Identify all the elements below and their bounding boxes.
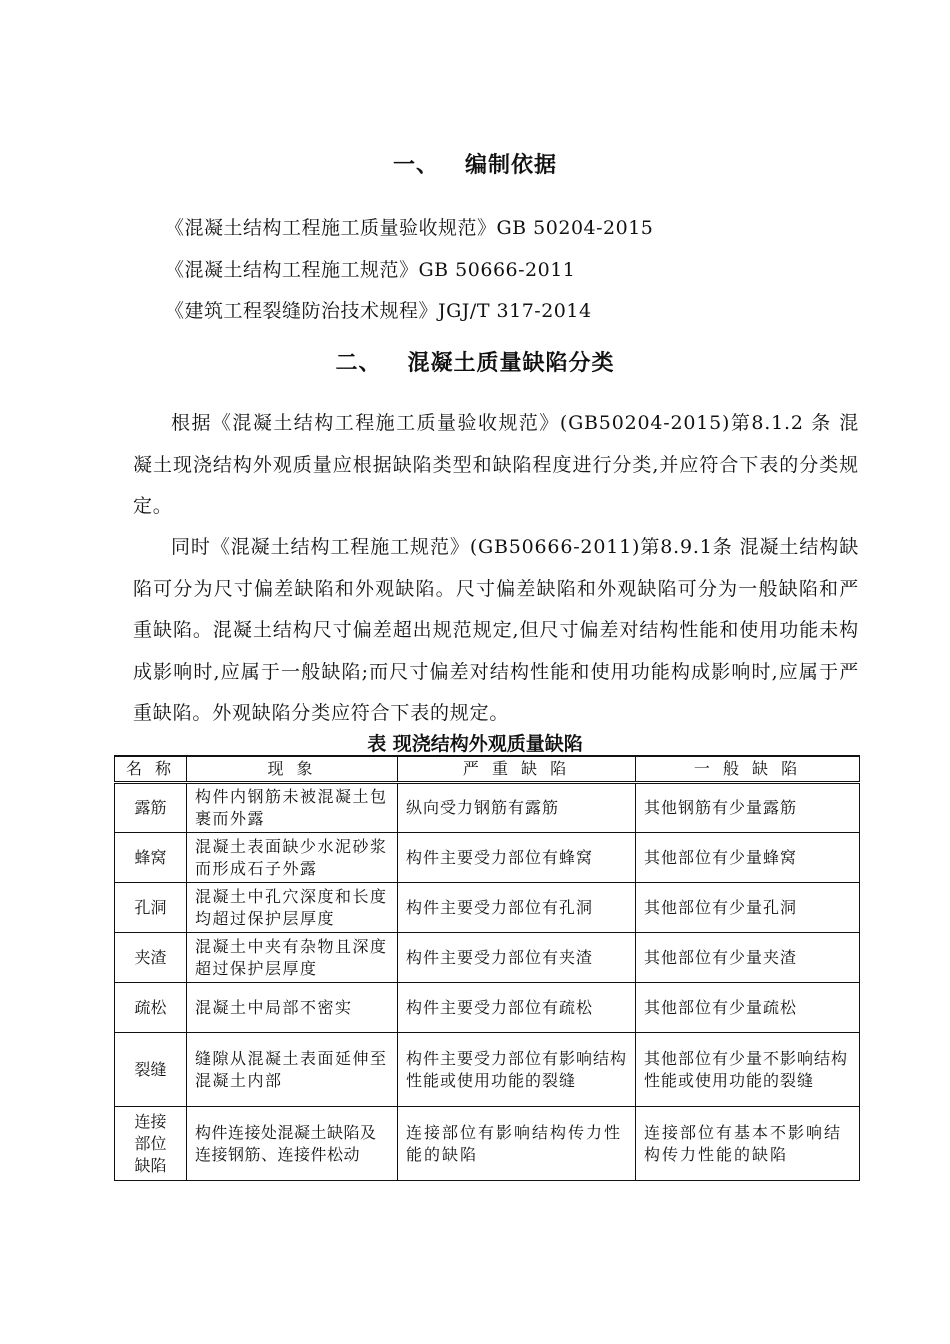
row-name: 夹渣 xyxy=(115,933,187,983)
table-row xyxy=(115,783,860,833)
header-phenomenon: 现 象 xyxy=(187,756,398,783)
section2-number: 二、 xyxy=(335,351,382,376)
table-row xyxy=(115,983,860,1033)
table-row xyxy=(115,883,860,933)
row-name: 连接部位缺陷 xyxy=(115,1107,187,1181)
row-phenomenon: 混凝土中局部不密实 xyxy=(187,983,398,1033)
row-phenomenon: 构件内钢筋未被混凝土包裹而外露 xyxy=(187,783,398,833)
table-row xyxy=(115,1107,860,1181)
reference-line-2: 《混凝土结构工程施工规范》GB 50666-2011 xyxy=(165,259,576,281)
header-general: 一 般 缺 陷 xyxy=(636,756,860,783)
row-name: 裂缝 xyxy=(115,1033,187,1107)
row-name: 疏松 xyxy=(115,983,187,1033)
row-general: 连接部位有基本不影响结构传力性能的缺陷 xyxy=(636,1107,860,1181)
section1-heading xyxy=(0,148,950,179)
row-general: 其他部位有少量孔洞 xyxy=(636,883,860,933)
row-severe: 构件主要受力部位有夹渣 xyxy=(398,933,636,983)
row-phenomenon: 构件连接处混凝土缺陷及连接钢筋、连接件松动 xyxy=(187,1107,398,1181)
row-severe: 构件主要受力部位有孔洞 xyxy=(398,883,636,933)
section1-number: 一、 xyxy=(392,153,439,178)
row-severe: 纵向受力钢筋有露筋 xyxy=(398,783,636,833)
row-general: 其他部位有少量疏松 xyxy=(636,983,860,1033)
reference-line-3: 《建筑工程裂缝防治技术规程》JGJ/T 317-2014 xyxy=(165,300,592,322)
row-severe: 构件主要受力部位有疏松 xyxy=(398,983,636,1033)
table-row xyxy=(115,1033,860,1107)
section2-heading xyxy=(0,346,950,377)
header-severe: 严 重 缺 陷 xyxy=(398,756,636,783)
section1-title: 编制依据 xyxy=(465,153,558,178)
table-caption: 表 现浇结构外观质量缺陷 xyxy=(367,733,583,755)
paragraph-2: 同时《混凝土结构工程施工规范》(GB50666-2011)第8.9.1条 混凝土结构缺陷可分为尺寸偏差缺陷和外观缺陷。尺寸偏差缺陷和外观缺陷可分为一般缺陷和严重缺陷。混凝土结构尺寸偏差超出规范规定,但尺寸偏差对结构性能和使用功能未构成影响时,应属于一般缺陷;而尺寸偏差对结构性能和使用功能构成影响时,应属于严重缺陷。外观缺陷分类应符合下表的规定。 xyxy=(133,536,859,724)
row-general: 其他部位有少量不影响结构性能或使用功能的裂缝 xyxy=(636,1033,860,1107)
row-severe: 构件主要受力部位有影响结构性能或使用功能的裂缝 xyxy=(398,1033,636,1107)
table-row xyxy=(115,933,860,983)
row-severe: 连接部位有影响结构传力性能的缺陷 xyxy=(398,1107,636,1181)
row-phenomenon: 缝隙从混凝土表面延伸至混凝土内部 xyxy=(187,1033,398,1107)
section2-title: 混凝土质量缺陷分类 xyxy=(407,351,615,376)
table-header-row xyxy=(115,756,860,783)
paragraph-1: 根据《混凝土结构工程施工质量验收规范》(GB50204-2015)第8.1.2 条 混凝土现浇结构外观质量应根据缺陷类型和缺陷程度进行分类,并应符合下表的分类规定。 xyxy=(133,412,859,517)
defects-table xyxy=(114,755,860,1181)
row-severe: 构件主要受力部位有蜂窝 xyxy=(398,833,636,883)
reference-line-1: 《混凝土结构工程施工质量验收规范》GB 50204-2015 xyxy=(165,217,654,239)
row-general: 其他部位有少量蜂窝 xyxy=(636,833,860,883)
row-phenomenon: 混凝土表面缺少水泥砂浆而形成石子外露 xyxy=(187,833,398,883)
row-name: 露筋 xyxy=(115,783,187,833)
row-general: 其他部位有少量夹渣 xyxy=(636,933,860,983)
header-name: 名 称 xyxy=(115,756,187,783)
row-phenomenon: 混凝土中孔穴深度和长度均超过保护层厚度 xyxy=(187,883,398,933)
row-general: 其他钢筋有少量露筋 xyxy=(636,783,860,833)
row-name: 蜂窝 xyxy=(115,833,187,883)
row-name: 孔洞 xyxy=(115,883,187,933)
table-row xyxy=(115,833,860,883)
row-phenomenon: 混凝土中夹有杂物且深度超过保护层厚度 xyxy=(187,933,398,983)
